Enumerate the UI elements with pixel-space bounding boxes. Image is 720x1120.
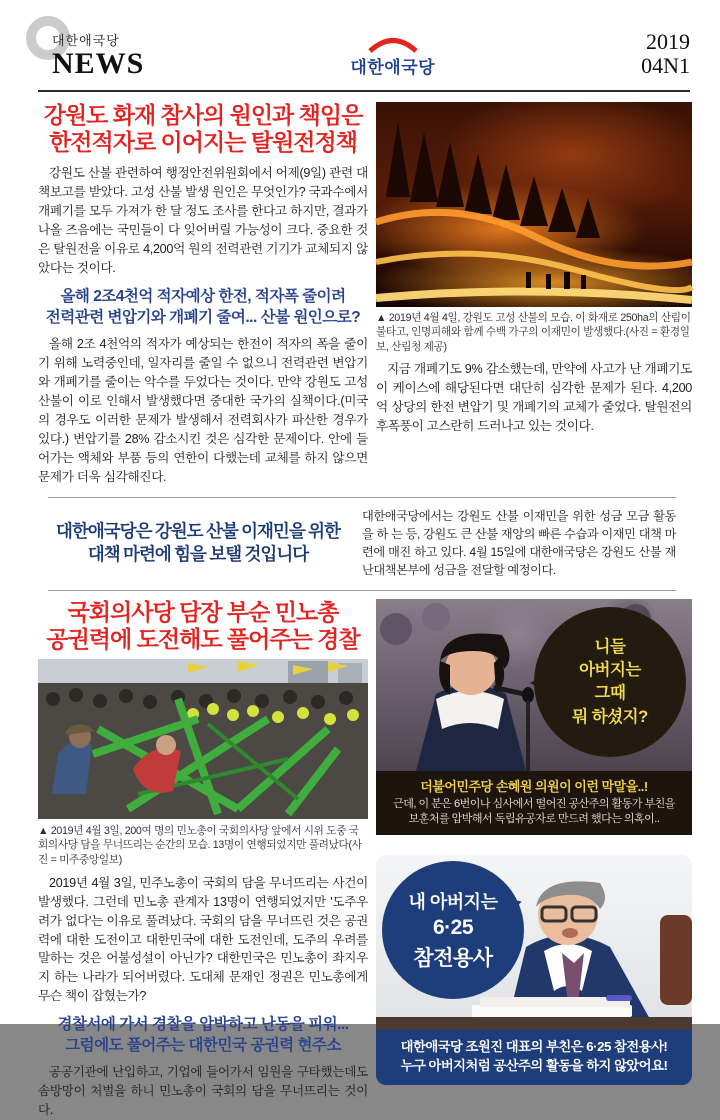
protest-illustration	[38, 659, 368, 819]
son-caption-box: 더불어민주당 손혜원 의원이 이런 막말을..! 근데, 이 분은 6번이나 심사에서 떨어진 공산주의 활동가 부친을 보훈처를 압박해서 독립유공자로 만드려 했다는 의혹이..	[376, 771, 692, 835]
article1	[38, 102, 690, 487]
article1-paragraph-2: 올해 2조 4천억의 적자가 예상되는 한전이 적자의 폭을 줄이기 위해 노력중인데, 일자리를 줄일 수 없으니 전력관련 변압기와 개폐기를 줄이는 악수를 두었다는 것이다. 만약 강원도 고성 산불이 이로 인해서 발생했다면 중대한 국가의 실책이다.(미국의 경우도 이러한 문제가 발생해서 전력회사가 파산한 경우가 있다.) 변압기를 28% 감소시킨 것은 심각한 문제이다. 안에 들어가는 액체와 부품 등의 연한이 다했는데 교체를 하지 않으면 문제가 더욱 심각해진다.	[38, 337, 368, 484]
protest-photo	[38, 659, 368, 819]
masthead	[38, 30, 144, 79]
son-caption-title: 더불어민주당 손혜원 의원이 이런 막말을..!	[420, 778, 648, 794]
statement-band	[48, 497, 676, 591]
son-hyewon-photo	[376, 599, 692, 771]
issue-year: 2019	[646, 29, 690, 54]
article1-headline: 강원도 화재 참사의 원인과 책임은 한전적자로 이어지는 탈원전정책	[43, 102, 363, 156]
protest-photo-caption: ▲ 2019년 4월 3일, 200여 명의 민노총이 국회의사당 앞에서 시위 도중 국회의사당 담을 무너뜨리는 순간의 모습. 13명이 연행되었지만 풀려났다(사진 = 미주중앙일보)	[38, 825, 362, 866]
article2	[38, 599, 690, 1120]
red-arc-icon	[366, 38, 420, 52]
article2-subhead: 경찰서에 가서 경찰을 압박하고 난동을 피워... 그럼에도 풀어주는 대한민국 공권력 현주소	[57, 1016, 349, 1055]
wildfire-photo-caption: ▲ 2019년 4월 4일, 강원도 고성 산불의 모습. 이 화재로 250ha의 산림이 불타고, 인명피해와 함께 수백 가구의 이재민이 발생했다.(사진 = 환경일보, 산림청 제공)	[376, 312, 691, 353]
header	[38, 30, 690, 86]
article2-right-column	[376, 599, 692, 1120]
article2-headline: 국회의사당 담장 부순 민노총 공권력에 도전해도 풀어주는 경찰	[46, 598, 360, 652]
statement-headline: 대한애국당은 강원도 산불 이재민을 위한 대책 마련에 힘을 보탤 것입니다	[56, 520, 340, 565]
masthead-news-title: NEWS	[52, 47, 145, 80]
article2-paragraph-2: 공공기관에 난입하고, 기업에 들어가서 임원을 구타했는데도 솜방망이 처벌을 하니 민노총이 국회의 담을 무너뜨리는 것이다.	[38, 1064, 368, 1117]
cho-caption-bar: 대한애국당 조원진 대표의 부친은 6·25 참전용사! 누구 아버지처럼 공산주의 활동을 하지 않았어요!	[376, 1030, 692, 1086]
article1-paragraph-1: 강원도 산불 관련하여 행정안전위원회에서 어제(9일) 관련 대책보고를 받았다. 고성 산불 발생 원인은 무엇인가? 국과수에서 개폐기를 모두 가져가 한 달 정도 조사를 한다고 하지만, 결과가 나올 즈음에는 국민들이 다 잊어버릴 가능성이 크다. 중요한 것은 탈원전을 이유로 4,200억 원의 전력관련 기기가 교체되지 않았다는 것이다.	[38, 166, 368, 275]
wildfire-photo	[376, 102, 692, 307]
masthead-party-name: 대한애국당	[52, 33, 120, 48]
article1-right-column	[376, 102, 692, 487]
issue-date	[641, 30, 690, 78]
article2-left-column	[38, 599, 368, 1120]
statement-body: 대한애국당에서는 강원도 산불 이재민을 위한 성금 모금 활동을 하 는 등, 강원도 큰 산불 재앙의 빠른 수습과 이재민 대책 마련에 매진 하고 있다. 4월 15일에 대한애국당은 강원도 산불 재난대책본부에 성금을 전달할 예정이다.	[362, 508, 676, 578]
son-panel	[376, 599, 692, 835]
cho-wonjin-photo	[376, 855, 692, 1030]
article1-subhead: 올해 2조4천억 적자예상 한전, 적자폭 줄이려 전력관련 변압기와 개폐기 줄여... 산불 원인으로?	[45, 287, 361, 326]
party-logo-text: 대한애국당	[350, 58, 436, 77]
article1-paragraph-3: 지금 개폐기도 9% 감소했는데, 만약에 사고가 난 개폐기도 이 케이스에 해당된다면 대단히 심각한 문제가 된다. 4,200억 상당의 한전 변압기 및 개폐기의 교체가 줄었다. 탈원전의 후폭풍이 고스란히 드러나고 있는 것이다.	[376, 361, 692, 433]
party-logo	[350, 30, 435, 78]
cho-panel	[376, 855, 692, 1086]
son-speech-bubble: 니들 아버지는 그때 뭐 하셨지?	[534, 607, 686, 757]
header-divider	[38, 90, 690, 92]
issue-number: 04N1	[641, 53, 690, 79]
cho-speech-bubble: 내 아버지는 6·25 참전용사	[382, 861, 524, 999]
article1-left-column	[38, 102, 368, 487]
article2-paragraph-1: 2019년 4월 3일, 민주노총이 국회의 담을 무너뜨리는 사건이 발생했다. 그런데 민노총 관계자 13명이 연행되었지만 '도주우려가 없다'는 이유로 풀려났다. 국회의 담을 무너뜨린 것은 공권력에 대한 도전이고 대한민국에 대한 도전인데, 도주의 우려를 말하는 것은 어불성설이 아닌가? 대한민국은 민노총이 좌지우지 하는 나라가 되어버렸다. 도대체 문재인 정권은 민노총에게 무슨 책이 잡혔는가?	[38, 875, 368, 1004]
wildfire-illustration	[376, 102, 692, 307]
